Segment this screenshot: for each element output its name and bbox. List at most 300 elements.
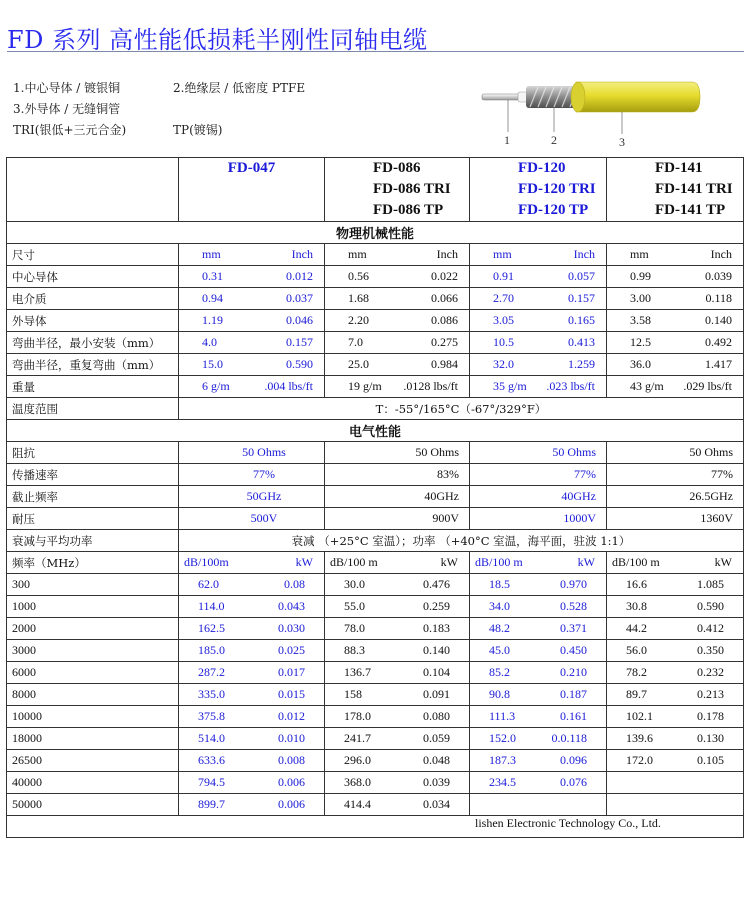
value-imperial: Inch (710, 247, 732, 261)
value-imperial: 0.012 (286, 269, 313, 283)
row-label: 电介质 (7, 288, 179, 310)
footer-cell (7, 816, 744, 838)
freq-value: 2000 (7, 618, 179, 640)
atten-cell (325, 750, 470, 772)
atten-kw: 0.210 (560, 665, 587, 679)
row-label: 衰减与平均功率 (7, 530, 179, 552)
value-imperial: 0.037 (286, 291, 313, 305)
table-row (7, 772, 744, 794)
atten-kw: 0.080 (423, 709, 450, 723)
value-cell (607, 310, 744, 332)
atten-cell (470, 750, 607, 772)
temp-range-value: T：-55°/165°C（-67°/329°F） (179, 398, 744, 420)
atten-db: 794.5 (198, 775, 225, 789)
atten-cell (607, 706, 744, 728)
value-metric: 3.00 (630, 291, 651, 305)
value-cell: 77% (179, 464, 325, 486)
atten-kw: 0.970 (560, 577, 587, 591)
freq-value: 8000 (7, 684, 179, 706)
table-row (7, 376, 744, 398)
row-label: 中心导体 (7, 266, 179, 288)
product-model-name: FD-141 TRI (655, 181, 733, 197)
atten-kw: 0.030 (278, 621, 305, 635)
atten-cell (470, 728, 607, 750)
atten-cell (607, 662, 744, 684)
company-name: lishen Electronic Technology Co., Ltd. (475, 816, 661, 830)
atten-cell (179, 728, 325, 750)
unit-cell (179, 552, 325, 574)
value-metric: 0.56 (348, 269, 369, 283)
value-imperial: 0.022 (431, 269, 458, 283)
unit-kw: kW (440, 555, 458, 569)
atten-kw: 0.039 (423, 775, 450, 789)
atten-db: 136.7 (344, 665, 371, 679)
elec-section-title: 电气性能 (7, 420, 744, 442)
atten-kw: 0.010 (278, 731, 305, 745)
atten-cell (470, 684, 607, 706)
table-row (7, 508, 744, 530)
atten-db: 48.2 (489, 621, 510, 635)
atten-cell (179, 706, 325, 728)
atten-cell (607, 728, 744, 750)
atten-db: 375.8 (198, 709, 225, 723)
atten-cell (179, 596, 325, 618)
value-cell (325, 288, 470, 310)
atten-cell (325, 618, 470, 640)
table-row (7, 486, 744, 508)
table-row (7, 288, 744, 310)
value-cell (179, 332, 325, 354)
atten-cell (179, 794, 325, 816)
value-metric: 2.70 (493, 291, 514, 305)
atten-cell (470, 596, 607, 618)
unit-kw: kW (714, 555, 732, 569)
atten-db: 152.0 (489, 731, 516, 745)
unit-db: dB/100 m (330, 555, 378, 569)
atten-cell (607, 618, 744, 640)
page-title: FD 系列 高性能低损耗半刚性同轴电缆 (7, 26, 428, 54)
atten-cell (325, 706, 470, 728)
atten-kw: 0.0.118 (551, 731, 587, 745)
table-row (7, 530, 744, 552)
value-cell (325, 310, 470, 332)
legend-outer-conductor: 3.外导体 / 无缝铜管 (13, 102, 121, 116)
value-metric: 43 g/m (630, 379, 664, 393)
atten-kw: 0.371 (560, 621, 587, 635)
atten-kw: 0.015 (278, 687, 305, 701)
value-imperial: 0.157 (568, 291, 595, 305)
cable-label-1: 1 (504, 133, 510, 147)
value-metric: mm (630, 247, 649, 261)
product-model-name: FD-141 (655, 160, 703, 176)
atten-kw: 0.043 (278, 599, 305, 613)
value-cell (325, 354, 470, 376)
row-label: 重量 (7, 376, 179, 398)
atten-db: 102.1 (626, 709, 653, 723)
value-metric: 3.05 (493, 313, 514, 327)
row-label: 尺寸 (7, 244, 179, 266)
atten-db: 162.5 (198, 621, 225, 635)
atten-kw: 0.161 (560, 709, 587, 723)
atten-kw: 0.076 (560, 775, 587, 789)
table-row (7, 706, 744, 728)
value-imperial: 0.492 (705, 335, 732, 349)
freq-value: 6000 (7, 662, 179, 684)
mech-section-title: 物理机械性能 (7, 222, 744, 244)
table-row (7, 794, 744, 816)
atten-kw: 0.091 (423, 687, 450, 701)
table-row (7, 640, 744, 662)
atten-cell (325, 662, 470, 684)
atten-db: 296.0 (344, 753, 371, 767)
value-cell: 50GHz (179, 486, 325, 508)
legend-tri: TRI(银低+三元合金) (13, 123, 127, 137)
atten-cell (470, 574, 607, 596)
atten-cell (607, 794, 744, 816)
value-cell (470, 266, 607, 288)
legend-center-conductor: 1.中心导体 / 镀银铜 (13, 81, 121, 95)
value-metric: mm (493, 247, 512, 261)
atten-kw: 0.350 (697, 643, 724, 657)
atten-kw: 0.259 (423, 599, 450, 613)
value-metric: 25.0 (348, 357, 369, 371)
value-imperial: Inch (436, 247, 458, 261)
unit-kw: kW (577, 555, 595, 569)
value-metric: 19 g/m (348, 379, 382, 393)
atten-cell (179, 684, 325, 706)
atten-cell (325, 684, 470, 706)
atten-db: 18.5 (489, 577, 510, 591)
atten-db: 111.3 (489, 709, 516, 723)
value-cell (179, 376, 325, 398)
table-row (7, 574, 744, 596)
atten-kw: 0.025 (278, 643, 305, 657)
value-metric: mm (202, 247, 221, 261)
spec-table (6, 157, 744, 838)
atten-kw: 0.104 (423, 665, 450, 679)
table-row (7, 684, 744, 706)
value-imperial: 1.259 (568, 357, 595, 371)
atten-cell (470, 706, 607, 728)
elec-section-row (7, 420, 744, 442)
atten-cell (325, 772, 470, 794)
table-row (7, 618, 744, 640)
row-label: 外导体 (7, 310, 179, 332)
legend-tp: TP(镀锡) (173, 123, 223, 137)
atten-cell (470, 662, 607, 684)
atten-cell (470, 794, 607, 816)
atten-db: 55.0 (344, 599, 365, 613)
value-metric: 6 g/m (202, 379, 230, 393)
row-label: 弯曲半径，重复弯曲（mm） (7, 354, 179, 376)
value-cell (325, 376, 470, 398)
atten-cell (179, 618, 325, 640)
value-imperial: 0.046 (286, 313, 313, 327)
value-imperial: 0.984 (431, 357, 458, 371)
atten-kw: 0.105 (697, 753, 724, 767)
table-row (7, 266, 744, 288)
atten-db: 172.0 (626, 753, 653, 767)
atten-cell (179, 640, 325, 662)
atten-db: 185.0 (198, 643, 225, 657)
value-cell (179, 288, 325, 310)
atten-db: 287.2 (198, 665, 225, 679)
atten-db: 899.7 (198, 797, 225, 811)
product-model-name: FD-047 (227, 160, 276, 176)
atten-db: 90.8 (489, 687, 510, 701)
atten-db: 78.0 (344, 621, 365, 635)
value-cell (470, 310, 607, 332)
atten-kw: 0.412 (697, 621, 724, 635)
atten-kw: 0.450 (560, 643, 587, 657)
atten-cell (607, 684, 744, 706)
table-row (7, 310, 744, 332)
value-imperial: 0.157 (286, 335, 313, 349)
atten-cell (470, 640, 607, 662)
atten-kw: 0.476 (423, 577, 450, 591)
cable-label-2: 2 (551, 133, 557, 147)
value-imperial: .029 lbs/ft (683, 379, 732, 393)
footer-row (7, 816, 744, 838)
atten-kw: 0.059 (423, 731, 450, 745)
value-metric: 2.20 (348, 313, 369, 327)
atten-kw: 0.130 (697, 731, 724, 745)
atten-condition-note: 衰减 （+25°C 室温）；功率 （+40°C 室温，海平面，驻波 1:1） (179, 530, 744, 552)
header-blank-cell (7, 158, 179, 222)
value-imperial: Inch (291, 247, 313, 261)
atten-db: 85.2 (489, 665, 510, 679)
atten-db: 139.6 (626, 731, 653, 745)
table-row (7, 464, 744, 486)
atten-kw: 0.528 (560, 599, 587, 613)
value-cell (607, 266, 744, 288)
value-metric: 0.91 (493, 269, 514, 283)
atten-db: 335.0 (198, 687, 225, 701)
value-cell: 50 Ohms (325, 442, 470, 464)
value-cell: 900V (325, 508, 470, 530)
atten-kw: 0.034 (423, 797, 450, 811)
freq-value: 3000 (7, 640, 179, 662)
atten-kw: 0.012 (278, 709, 305, 723)
value-cell (325, 332, 470, 354)
value-imperial: .004 lbs/ft (264, 379, 313, 393)
table-row (7, 442, 744, 464)
value-cell (470, 244, 607, 266)
value-metric: 10.5 (493, 335, 514, 349)
freq-value: 300 (7, 574, 179, 596)
atten-cell (325, 728, 470, 750)
value-cell: 50 Ohms (607, 442, 744, 464)
value-cell (607, 244, 744, 266)
atten-kw: 0.213 (697, 687, 724, 701)
table-row (7, 244, 744, 266)
value-cell (179, 244, 325, 266)
value-cell (607, 354, 744, 376)
value-imperial: 0.086 (431, 313, 458, 327)
value-cell (470, 288, 607, 310)
value-imperial: 0.140 (705, 313, 732, 327)
value-imperial: 1.417 (705, 357, 732, 371)
value-imperial: 0.118 (705, 291, 732, 305)
table-row (7, 332, 744, 354)
unit-db: dB/100 m (475, 555, 523, 569)
value-metric: 12.5 (630, 335, 651, 349)
table-row (7, 728, 744, 750)
product-header-row (7, 158, 744, 222)
atten-cell (179, 662, 325, 684)
table-row (7, 662, 744, 684)
atten-db: 44.2 (626, 621, 647, 635)
atten-kw: 0.08 (284, 577, 305, 591)
value-cell: 1000V (470, 508, 607, 530)
product-model-name: FD-120 (518, 160, 566, 176)
value-imperial: 0.413 (568, 335, 595, 349)
freq-value: 18000 (7, 728, 179, 750)
atten-kw: 0.006 (278, 775, 305, 789)
atten-kw: 0.183 (423, 621, 450, 635)
atten-cell (607, 772, 744, 794)
atten-db: 114.0 (198, 599, 225, 613)
value-cell (607, 332, 744, 354)
value-imperial: .0128 lbs/ft (403, 379, 458, 393)
product-model-name: FD-120 TP (518, 202, 589, 218)
atten-kw: 0.178 (697, 709, 724, 723)
product-model-name: FD-086 TP (373, 202, 444, 218)
value-cell (470, 376, 607, 398)
product-2 (470, 158, 607, 222)
value-metric: mm (348, 247, 367, 261)
value-imperial: 0.590 (286, 357, 313, 371)
atten-db: 62.0 (198, 577, 219, 591)
atten-cell (325, 596, 470, 618)
row-label: 截止频率 (7, 486, 179, 508)
atten-kw: 0.187 (560, 687, 587, 701)
value-cell: 1360V (607, 508, 744, 530)
table-row (7, 750, 744, 772)
value-imperial: 0.066 (431, 291, 458, 305)
atten-db: 45.0 (489, 643, 510, 657)
value-imperial: 0.057 (568, 269, 595, 283)
unit-db: dB/100 m (612, 555, 660, 569)
value-cell: 40GHz (470, 486, 607, 508)
value-metric: 3.58 (630, 313, 651, 327)
value-metric: 7.0 (348, 335, 363, 349)
table-row (7, 552, 744, 574)
value-cell (179, 310, 325, 332)
atten-kw: 0.017 (278, 665, 305, 679)
value-cell: 77% (607, 464, 744, 486)
legend-insulation: 2.绝缘层 / 低密度 PTFE (173, 81, 306, 95)
value-cell (607, 288, 744, 310)
product-1 (325, 158, 470, 222)
table-row (7, 596, 744, 618)
value-cell: 50 Ohms (470, 442, 607, 464)
freq-value: 26500 (7, 750, 179, 772)
value-metric: 1.68 (348, 291, 369, 305)
row-label: 传播速率 (7, 464, 179, 486)
value-metric: 32.0 (493, 357, 514, 371)
atten-kw: 0.008 (278, 753, 305, 767)
freq-value: 50000 (7, 794, 179, 816)
atten-kw: 0.590 (697, 599, 724, 613)
value-cell: 83% (325, 464, 470, 486)
cable-cross-section-illustration (478, 76, 708, 152)
value-metric: 0.31 (202, 269, 223, 283)
atten-cell (179, 750, 325, 772)
value-imperial: 0.039 (705, 269, 732, 283)
atten-db: 56.0 (626, 643, 647, 657)
freq-value: 40000 (7, 772, 179, 794)
freq-value: 10000 (7, 706, 179, 728)
atten-db: 30.0 (344, 577, 365, 591)
value-cell: 40GHz (325, 486, 470, 508)
row-label: 弯曲半径，最小安装（mm） (7, 332, 179, 354)
atten-kw: 0.048 (423, 753, 450, 767)
freq-value: 1000 (7, 596, 179, 618)
title-divider (7, 51, 744, 52)
atten-db: 241.7 (344, 731, 371, 745)
atten-db: 514.0 (198, 731, 225, 745)
value-cell (470, 332, 607, 354)
atten-cell (470, 618, 607, 640)
atten-kw: 0.232 (697, 665, 724, 679)
atten-db: 178.0 (344, 709, 371, 723)
atten-db: 78.2 (626, 665, 647, 679)
unit-cell (325, 552, 470, 574)
value-imperial: 0.275 (431, 335, 458, 349)
atten-cell (325, 574, 470, 596)
atten-db: 34.0 (489, 599, 510, 613)
row-label: 阻抗 (7, 442, 179, 464)
value-metric: 0.99 (630, 269, 651, 283)
value-metric: 0.94 (202, 291, 223, 305)
value-metric: 35 g/m (493, 379, 527, 393)
value-imperial: 0.165 (568, 313, 595, 327)
product-model-name: FD-120 TRI (518, 181, 596, 197)
unit-cell (607, 552, 744, 574)
value-cell (607, 376, 744, 398)
row-label: 温度范围 (7, 398, 179, 420)
value-cell: 500V (179, 508, 325, 530)
atten-db: 158 (344, 687, 362, 701)
product-3 (607, 158, 744, 222)
value-cell: 50 Ohms (179, 442, 325, 464)
atten-cell (607, 750, 744, 772)
atten-db: 414.4 (344, 797, 371, 811)
atten-db: 30.8 (626, 599, 647, 613)
value-cell (179, 354, 325, 376)
atten-kw: 0.006 (278, 797, 305, 811)
value-cell: 77% (470, 464, 607, 486)
unit-kw: kW (295, 555, 313, 569)
atten-cell (325, 640, 470, 662)
atten-kw: 1.085 (697, 577, 724, 591)
atten-kw: 0.096 (560, 753, 587, 767)
atten-cell (607, 596, 744, 618)
value-cell (325, 244, 470, 266)
product-model-name: FD-141 TP (655, 202, 726, 218)
atten-cell (179, 574, 325, 596)
cable-label-3: 3 (619, 135, 625, 149)
value-metric: 4.0 (202, 335, 217, 349)
product-model-name: FD-086 (373, 160, 421, 176)
value-cell (179, 266, 325, 288)
atten-db: 16.6 (626, 577, 647, 591)
unit-cell (470, 552, 607, 574)
unit-db: dB/100m (184, 555, 229, 569)
atten-db: 88.3 (344, 643, 365, 657)
atten-db: 89.7 (626, 687, 647, 701)
